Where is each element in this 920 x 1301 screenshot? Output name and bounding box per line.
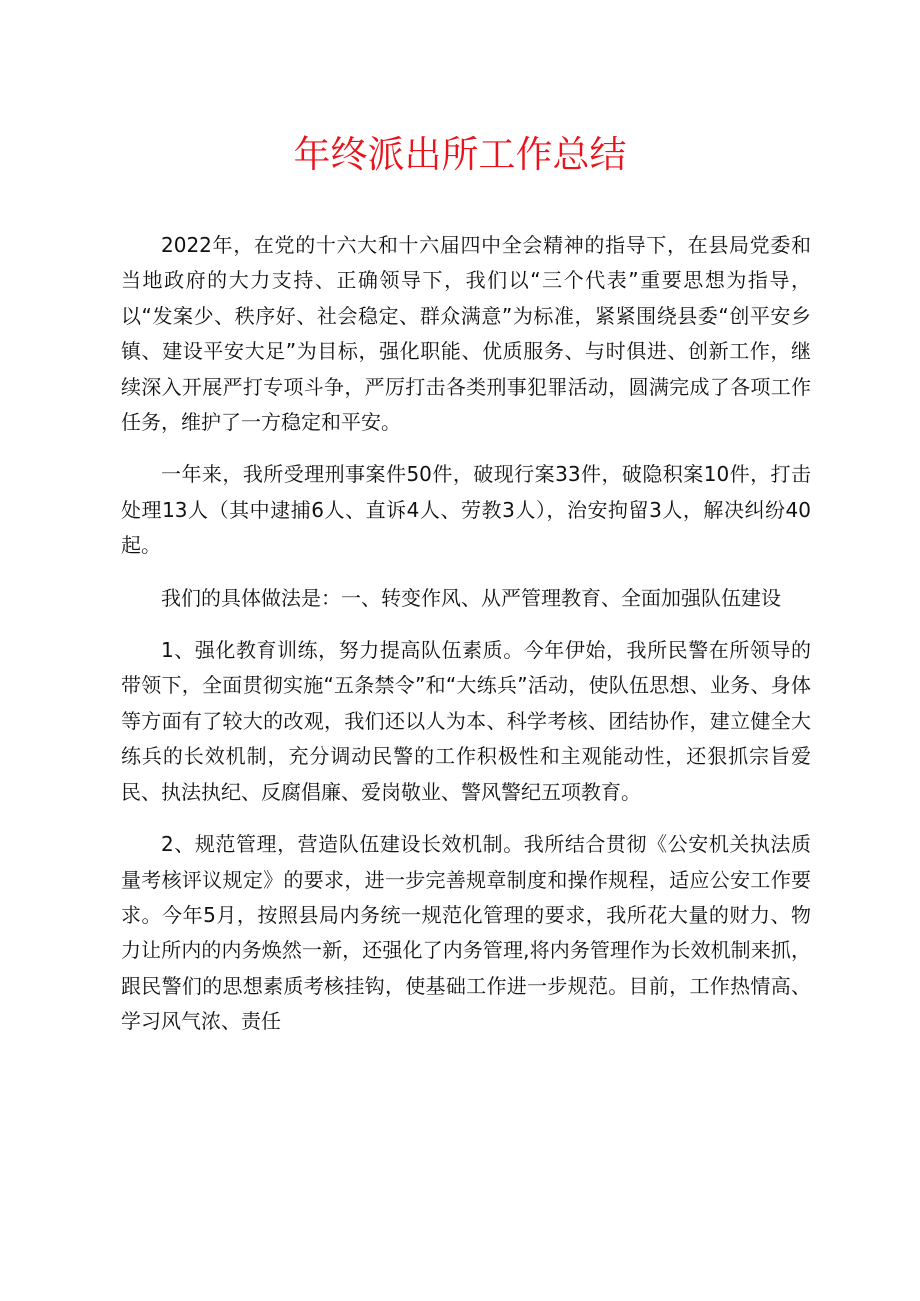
document-title: 年终派出所工作总结 xyxy=(293,133,627,176)
paragraph-section-heading: 我们的具体做法是：一、转变作风、从严管理教育、全面加强队伍建设 xyxy=(161,585,781,610)
document-body xyxy=(121,228,811,1057)
paragraph-item-1: 1、强化教育训练，努力提高队伍素质。今年伊始，我所民警在所领导的带领下，全面贯彻实施“五条禁令”和“大练兵”活动，使队伍思想、业务、身体等方面有了较大的改观，我们还以人为本、科学考核、团结协作，建立健全大练兵的长效机制，充分调动民警的工作积极性和主观能动性，还狠抓宗旨爱民、执法执纪、反腐倡廉、爱岗敬业、警风警纪五项教育。 xyxy=(121,638,811,804)
paragraph-item-2: 2、规范管理，营造队伍建设长效机制。我所结合贯彻《公安机关执法质量考核评议规定》的要求，进一步完善规章制度和操作规程，适应公安工作要求。今年5月，按照县局内务统一规范化管理的要求，我所花大量的财力、物力让所内的内务焕然一新，还强化了内务管理,将内务管理作为长效机制来抓，跟民警们的思想素质考核挂钩，使基础工作进一步规范。目前，工作热情高、学习风气浓、责任 xyxy=(121,832,811,1034)
paragraph-statistics: 一年来，我所受理刑事案件50件，破现行案33件，破隐积案10件，打击处理13人（其中逮捕6人、直诉4人、劳教3人），治安拘留3人，解决纠纷40起。 xyxy=(121,462,811,558)
paragraph-intro: 2022年，在党的十六大和十六届四中全会精神的指导下，在县局党委和当地政府的大力支持、正确领导下，我们以“三个代表”重要思想为指导，以“发案少、秩序好、社会稳定、群众满意”为标准，紧紧围绕县委“创平安乡镇、建设平安大足”为目标，强化职能、优质服务、与时俱进、创新工作，继续深入开展严打专项斗争，严厉打击各类刑事犯罪活动，圆满完成了各项工作任务，维护了一方稳定和平安。 xyxy=(121,233,811,435)
